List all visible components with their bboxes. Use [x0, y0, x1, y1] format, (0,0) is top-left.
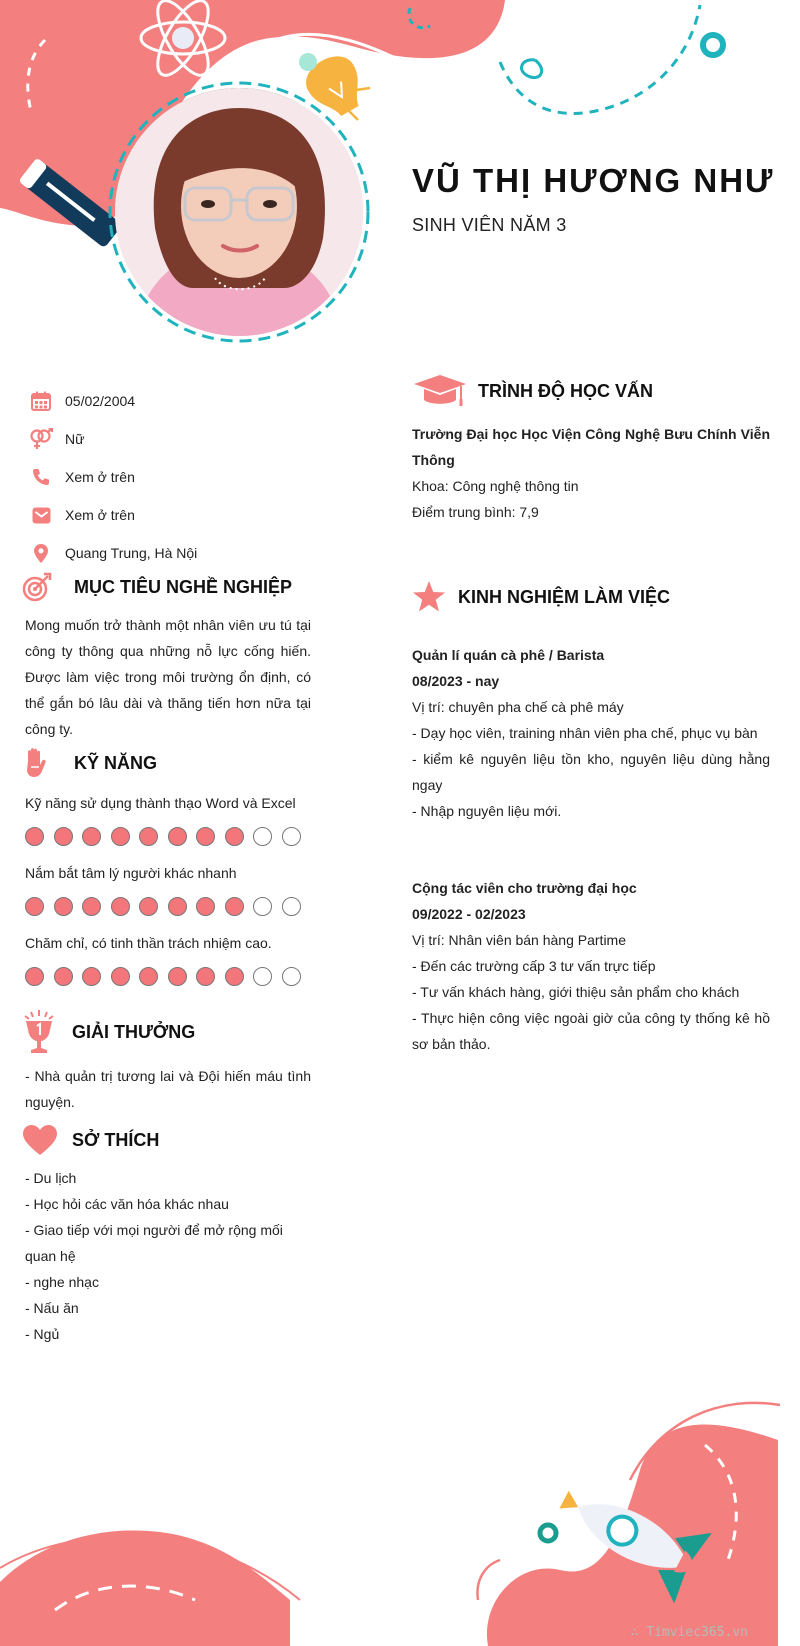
bulb-glow [299, 53, 317, 71]
rating-dot-empty [282, 827, 301, 846]
job-detail: - Thực hiện công việc ngoài giờ của công ty thống kê hồ sơ bản thảo. [412, 1010, 770, 1052]
gender-icon [28, 428, 54, 450]
contact-address [28, 534, 348, 572]
objective-title: MỤC TIÊU NGHỀ NGHIỆP [74, 576, 293, 597]
location-pin-icon [28, 542, 54, 564]
rating-dot-empty [253, 897, 272, 916]
list-item: - Ngủ [25, 1326, 60, 1342]
objective-heading [22, 572, 292, 602]
experience-heading [412, 580, 670, 614]
watermark: ∴ Timviec365.vn [630, 1625, 748, 1640]
avatar [115, 88, 363, 336]
rating-dot-filled [25, 827, 44, 846]
rating-dot-filled [25, 897, 44, 916]
education-body [412, 421, 770, 525]
rating-dot-filled [196, 827, 215, 846]
rating-dot-filled [111, 897, 130, 916]
experience-title: KINH NGHIỆM LÀM VIỆC [458, 586, 671, 607]
raised-hand-icon [22, 746, 48, 780]
address-value: Quang Trung, Hà Nội [65, 545, 198, 561]
rating-dot-filled [196, 897, 215, 916]
awards-heading [22, 1010, 195, 1054]
awards-title: GIẢI THƯỞNG [72, 1021, 196, 1042]
faculty: Khoa: Công nghệ thông tin [412, 478, 579, 494]
candidate-name: VŨ THỊ HƯƠNG NHƯ [412, 162, 775, 199]
rating-dot-filled [196, 967, 215, 986]
rating-dot-filled [82, 897, 101, 916]
list-item: - Nấu ăn [25, 1300, 79, 1316]
skills-title: KỸ NĂNG [74, 752, 158, 773]
objective-text: Mong muốn trở thành một nhân viên ưu tú tại công ty thông qua những nỗ lực cống hiến. Được làm việc trong môi trường ổn định, có thể gắn bó lâu dài và thăng tiến hơn nữa tại công ty. [25, 617, 311, 737]
rating-dot-filled [225, 827, 244, 846]
job-detail: Vị trí: chuyên pha chế cà phê máy [412, 699, 624, 715]
education-title: TRÌNH ĐỘ HỌC VẤN [478, 380, 653, 401]
candidate-role: SINH VIÊN NĂM 3 [412, 215, 567, 235]
job-period: 09/2022 - 02/2023 [412, 906, 526, 922]
school-name: Trường Đại học Học Viện Công Nghệ Bưu Chính Viễn Thông [412, 426, 770, 468]
rating-dot-filled [25, 967, 44, 986]
list-item: - nghe nhạc [25, 1274, 99, 1290]
job-detail: - kiểm kê nguyên liệu tồn kho, nguyên liệu dùng hằng ngay [412, 751, 770, 793]
skill-label: Nắm bắt tâm lý người khác nhanh [25, 865, 237, 881]
job-detail: - Tư vấn khách hàng, giới thiệu sản phẩm cho khách [412, 984, 740, 1000]
awards-text: - Nhà quản trị tương lai và Đội hiến máu tình nguyện. [25, 1068, 311, 1110]
contact-phone [28, 458, 348, 496]
birthday-value: 05/02/2004 [65, 393, 136, 409]
skill-rating [25, 827, 310, 846]
rating-dot-filled [54, 827, 73, 846]
gpa: Điểm trung bình: 7,9 [412, 504, 539, 520]
job-company: Quản lí quán cà phê / Barista [412, 647, 605, 663]
skills-heading [22, 746, 157, 780]
hobbies-title: SỞ THÍCH [72, 1129, 160, 1150]
rating-dot-filled [139, 827, 158, 846]
star-icon [412, 580, 446, 614]
education-heading [412, 374, 653, 408]
job-entry [412, 642, 770, 824]
teal-ring [703, 35, 723, 55]
calendar-icon [28, 390, 54, 412]
trophy-icon [22, 1010, 56, 1054]
contact-birthday [28, 382, 348, 420]
rating-dot-filled [54, 967, 73, 986]
contact-list [28, 382, 348, 572]
hobbies-list [25, 1165, 311, 1347]
target-icon [22, 572, 52, 602]
job-period: 08/2023 - nay [412, 673, 500, 689]
phone-value: Xem ở trên [65, 469, 135, 485]
job-detail: - Dạy học viên, training nhân viên pha chế, phục vụ bàn [412, 725, 758, 741]
rating-dot-filled [82, 827, 101, 846]
job-company: Cộng tác viên cho trường đại học [412, 880, 637, 896]
bottom-teal-ring [540, 1525, 556, 1541]
skill-rating [25, 897, 310, 916]
skill-label: Kỹ năng sử dụng thành thạo Word và Excel [25, 795, 296, 811]
rating-dot-filled [54, 897, 73, 916]
heart-icon [22, 1124, 58, 1156]
email-value: Xem ở trên [65, 507, 135, 523]
list-item: - Giao tiếp với mọi người để mở rộng mối quan hệ [25, 1222, 283, 1264]
phone-icon [28, 466, 54, 488]
skill-rating [25, 967, 310, 986]
rating-dot-filled [168, 897, 187, 916]
job-detail: - Đến các trường cấp 3 tư vấn trực tiếp [412, 958, 656, 974]
rating-dot-empty [282, 967, 301, 986]
rating-dot-filled [225, 967, 244, 986]
skill-label: Chăm chỉ, có tinh thần trách nhiệm cao. [25, 935, 272, 951]
list-item: - Du lịch [25, 1170, 77, 1186]
graduation-cap-icon [412, 374, 468, 408]
rating-dot-filled [168, 967, 187, 986]
rating-dot-filled [139, 967, 158, 986]
contact-gender [28, 420, 348, 458]
email-icon [28, 504, 54, 526]
list-item: - Học hỏi các văn hóa khác nhau [25, 1196, 229, 1212]
job-entry [412, 875, 770, 1057]
rating-dot-empty [253, 827, 272, 846]
rating-dot-filled [168, 827, 187, 846]
rating-dot-empty [282, 897, 301, 916]
rating-dot-empty [253, 967, 272, 986]
job-detail: - Nhập nguyên liệu mới. [412, 803, 562, 819]
gender-value: Nữ [65, 431, 85, 447]
hobbies-heading [22, 1124, 159, 1156]
contact-email [28, 496, 348, 534]
rating-dot-filled [111, 827, 130, 846]
rating-dot-filled [225, 897, 244, 916]
job-detail: Vị trí: Nhân viên bán hàng Partime [412, 932, 627, 948]
rating-dot-filled [139, 897, 158, 916]
rating-dot-filled [82, 967, 101, 986]
rating-dot-filled [111, 967, 130, 986]
